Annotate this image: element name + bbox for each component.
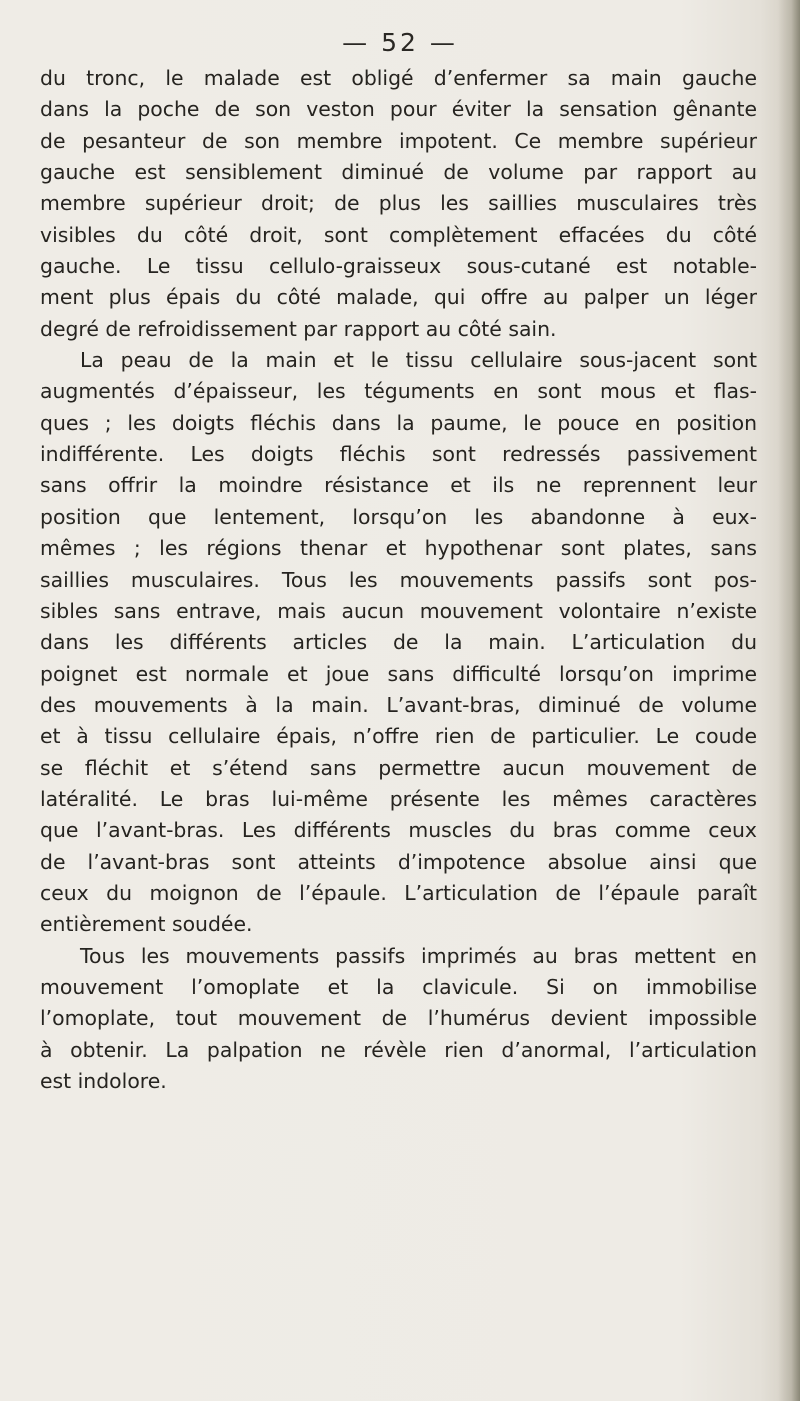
text-line: à obtenir. La palpation ne révèle rien d’anormal, l’articulation xyxy=(40,1037,757,1062)
text-line: visibles du côté droit, sont complètement effacées du côté xyxy=(40,222,757,247)
text-line: sans offrir la moindre résistance et ils ne reprennent leur xyxy=(40,473,757,498)
text-line: saillies musculaires. Tous les mouvements passifs sont pos- xyxy=(40,567,757,592)
text-line: mêmes ; les régions thenar et hypothenar sont plates, sans xyxy=(40,536,757,561)
text-line: des mouvements à la main. L’avant-bras, diminué de volume xyxy=(40,692,757,717)
text-line: dans les différents articles de la main. L’articulation du xyxy=(40,630,757,655)
text-line: sibles sans entrave, mais aucun mouvement volontaire n’existe xyxy=(40,598,757,623)
text-line: augmentés d’épaisseur, les téguments en sont mous et flas- xyxy=(40,379,757,404)
text-line: La peau de la main et le tissu cellulaire sous-jacent sont xyxy=(80,348,757,373)
text-line: de pesanteur de son membre impotent. Ce membre supérieur xyxy=(40,128,757,153)
text-line: est indolore. xyxy=(40,1069,167,1093)
text-line: indifférente. Les doigts fléchis sont redressés passivement xyxy=(40,442,757,467)
text-line: position que lentement, lorsqu’on les abandonne à eux- xyxy=(40,504,757,529)
page-edge-shadow xyxy=(778,0,800,1401)
text-line: mouvement l’omoplate et la clavicule. Si on immobilise xyxy=(40,974,757,999)
text-line: degré de refroidissement par rapport au côté sain. xyxy=(40,316,557,341)
text-line: et à tissu cellulaire épais, n’offre rien de particulier. Le coude xyxy=(40,724,757,749)
text-line: latéralité. Le bras lui-même présente les mêmes caractères xyxy=(40,786,757,811)
page-number: — 52 — xyxy=(342,28,458,57)
text-line: poignet est normale et joue sans difficulté lorsqu’on imprime xyxy=(40,661,757,686)
text-line: du tronc, le malade est obligé d’enfermer sa main gauche xyxy=(40,66,757,90)
text-line: l’omoplate, tout mouvement de l’humérus devient impossible xyxy=(40,1006,757,1031)
text-line: ques ; les doigts fléchis dans la paume, le pouce en position xyxy=(40,410,757,435)
text-line: de l’avant-bras sont atteints d’impotence absolue ainsi que xyxy=(40,849,757,874)
text-line: gauche. Le tissu cellulo-graisseux sous-cutané est notable- xyxy=(40,254,757,279)
text-line: que l’avant-bras. Les différents muscles du bras comme ceux xyxy=(40,818,757,843)
text-line: se fléchit et s’étend sans permettre aucun mouvement de xyxy=(40,755,757,780)
text-line: dans la poche de son veston pour éviter la sensation gênante xyxy=(40,97,757,122)
body-text xyxy=(40,63,757,1097)
text-line: membre supérieur droit; de plus les saillies musculaires très xyxy=(40,191,757,216)
text-line: entièrement soudée. xyxy=(40,912,253,937)
text-line: ceux du moignon de l’épaule. L’articulation de l’épaule paraît xyxy=(40,880,757,905)
text-line: Tous les mouvements passifs imprimés au bras mettent en xyxy=(80,943,757,968)
text-line: gauche est sensiblement diminué de volume par rapport au xyxy=(40,160,757,185)
text-line: ment plus épais du côté malade, qui offre au palper un léger xyxy=(40,285,757,310)
